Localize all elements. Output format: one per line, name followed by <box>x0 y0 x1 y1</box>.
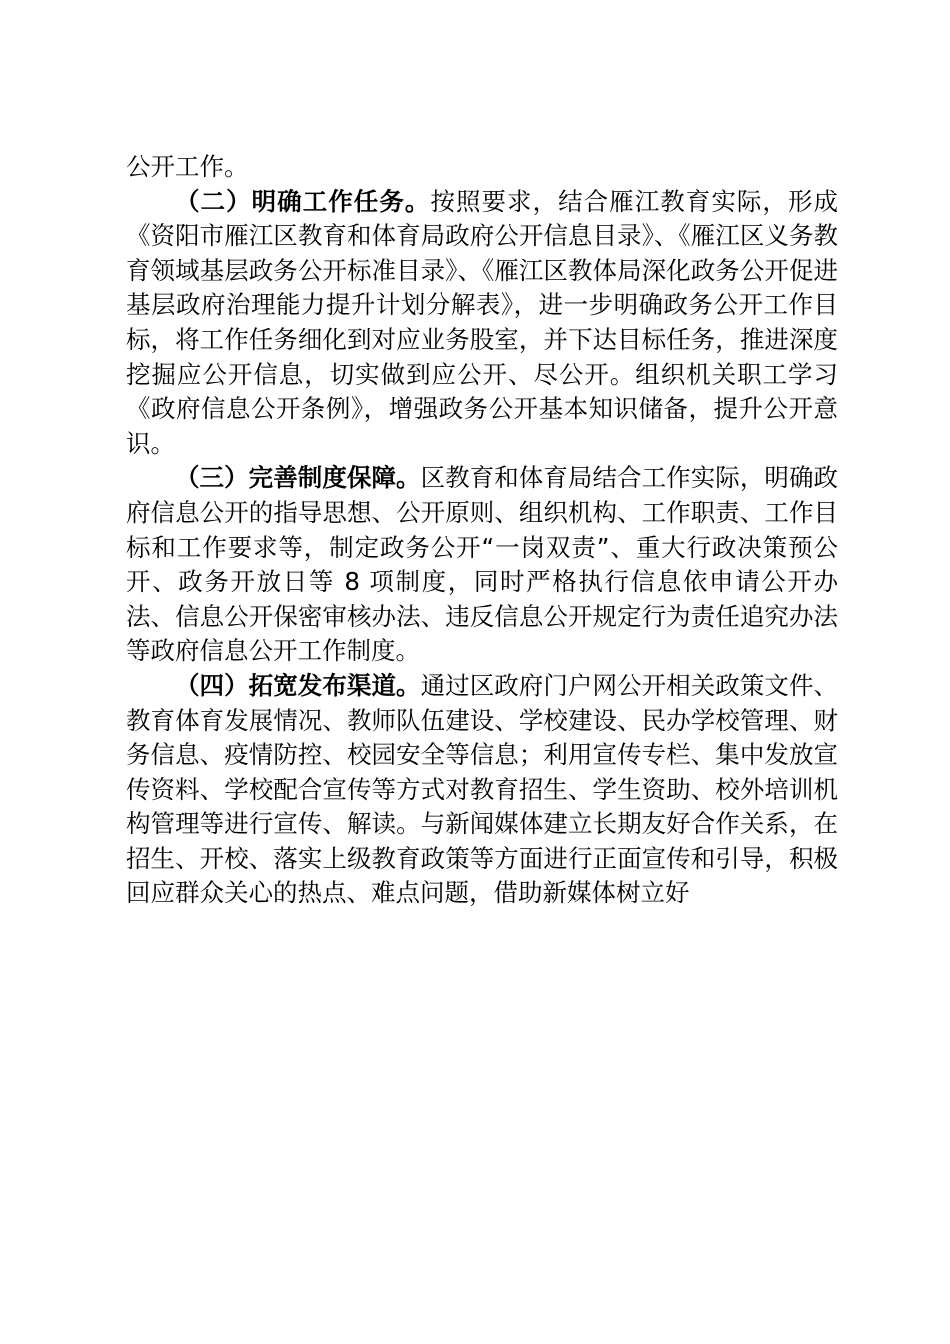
section-heading-release-channels: （四）拓宽发布渠道。 <box>175 670 421 700</box>
section-heading-institutional-guarantee: （三）完善制度保障。 <box>175 463 421 493</box>
paragraph-release-channels <box>126 669 838 911</box>
paragraph-institutional-guarantee <box>126 461 838 669</box>
paragraph-body: 公开工作。 <box>126 152 249 181</box>
paragraph-body: 通过区政府门户网公开相关政策文件、教育体育发展情况、教师队伍建设、学校建设、民办学校管理、财务信息、疫情防控、校园安全等信息；利用宣传专栏、集中发放宣传资料、学校配合宣传等方式对教育招生、学生资助、校外培训机构管理等进行宣传、解读。与新闻媒体建立长期友好合作关系，在招生、开校、落实上级教育政策等方面进行正面宣传和引导，积极回应群众关心的热点、难点问题，借助新媒体树立好 <box>126 670 838 908</box>
paragraph-body: 区教育和体育局结合工作实际，明确政府信息公开的指导思想、公开原则、组织机构、工作职责、工作目标和工作要求等，制定政务公开“一岗双责”、重大行政决策预公开、政务开放日等 8 项制度，同时严格执行信息依申请公开办法、信息公开保密审核办法、违反信息公开规定行为责任追究办法等政府信息公开工作制度。 <box>126 463 838 666</box>
paragraph-work-tasks <box>126 185 838 462</box>
paragraph-continuation <box>126 150 838 185</box>
document-body <box>126 150 838 911</box>
section-heading-work-tasks: （二）明确工作任务。 <box>175 186 431 216</box>
paragraph-body: 按照要求，结合雁江教育实际，形成《资阳市雁江区教育和体育局政府公开信息目录》、《雁江区义务教育领域基层政务公开标准目录》、《雁江区教体局深化政务公开促进基层政府治理能力提升计划分解表》，进一步明确政务公开工作目标，将工作任务细化到对应业务股室，并下达目标任务，推进深度挖掘应公开信息，切实做到应公开、尽公开。组织机关职工学习《政府信息公开条例》，增强政务公开基本知识储备，提升公开意识。 <box>126 186 839 458</box>
